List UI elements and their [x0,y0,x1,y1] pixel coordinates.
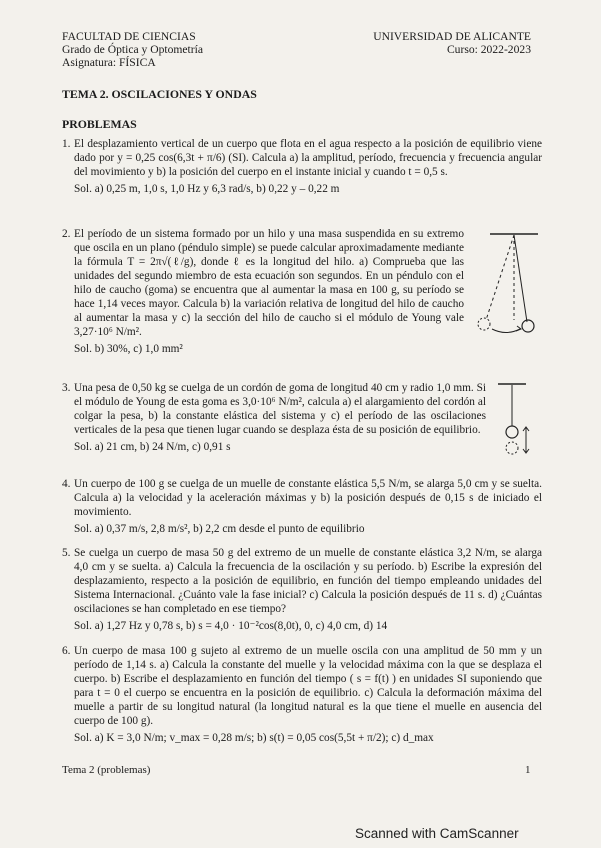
hanging-mass-figure [496,382,536,462]
section-title: PROBLEMAS [62,117,137,131]
problem-number: 4. [62,478,71,490]
faculty-name: FACULTAD DE CIENCIAS [62,30,196,43]
problem-solution: Sol. a) 0,37 m/s, 2,8 m/s², b) 2,2 cm desde el punto de equilibrio [74,523,365,535]
problem-solution: Sol. a) 21 cm, b) 24 N/m, c) 0,91 s [74,441,231,453]
header-faculty [62,30,203,69]
problem-text: Un cuerpo de masa 100 g sujeto al extremo de un muelle oscila con una amplitud de 50 mm y un período de 1,14 s. a) Calcula la constante del muelle y la velocidad máxima con la que se desplaza el cuerpo. b) Escribe el desplazamiento en función del tiempo ( s = f(t) ) en unidades SI suponiendo que para t = 0 el cuerpo se encuentra en la posición de equilibrio. c) Calcula la deformación máxima del muelle a partir de su longitud natural (la longitud natural es la que tiene el muelle en ausencia del cuerpo de 100 g). [74,645,542,727]
problem-text: El desplazamiento vertical de un cuerpo que flota en el agua respecto a la posición de equilibrio viene dado por y = 0,25 cos(6,3t + π/6) (SI). Calcula a) la amplitud, período, frecuencia y frecuencia angular del movimiento y b) la posición del cuerpo en el instante inicial y cuando t = 0,5 s. [74,138,542,178]
problem-number: 1. [62,138,71,150]
page-number: 1 [525,764,531,776]
problem-number: 6. [62,645,71,657]
scanner-watermark: Scanned with CamScanner [355,826,519,841]
tema-title: TEMA 2. OSCILACIONES Y ONDAS [62,87,257,101]
subject-name: Asignatura: FÍSICA [62,56,156,69]
problem-solution: Sol. a) 1,27 Hz y 0,78 s, b) s = 4,0 · 10⁻²cos(8,0t), 0, c) 4,0 cm, d) 14 [74,620,388,632]
pendulum-figure [472,232,542,337]
degree-name: Grado de Óptica y Optometría [62,43,204,56]
problem-text: Un cuerpo de 100 g se cuelga de un muelle de constante elástica 5,5 N/m, se alarga 5,0 cm y se suelta. Calcula a) la velocidad y la aceleración máximas y b) la posición después de 0,15 s de iniciado el movimiento. [74,478,542,518]
footer-label: Tema 2 (problemas) [62,764,151,776]
problem-number: 5. [62,547,71,559]
problem-number: 2. [62,228,71,240]
header-university [373,30,531,56]
problem-solution: Sol. a) 0,25 m, 1,0 s, 1,0 Hz y 6,3 rad/s, b) 0,22 y – 0,22 m [74,183,340,195]
problem-number: 3. [62,382,71,394]
problem-text: El período de un sistema formado por un hilo y una masa suspendida en su extremo que oscila en un plano (péndulo simple) se puede calcular aproximadamente mediante la fórmula T = 2π√(ℓ/g), donde ℓ es la longitud del hilo. a) Comprueba que las unidades del segundo miembro de esta ecuación son segundos. En un péndulo con el hilo de caucho (goma) se encuentra que al aumentar la masa en 100 g, su período se hace 1,14 veces mayor. Calcula b) la variación relativa de longitud del hilo de caucho al aumentar la masa y c) la sección del hilo de caucho si el módulo de Young vale 3,27·10⁶ N/m². [74,228,464,338]
problem-text: Una pesa de 0,50 kg se cuelga de un cordón de goma de longitud 40 cm y radio 1,0 mm. Si el módulo de Young de esta goma es 3,0·10⁶ N/m², calcula a) el alargamiento del cordón al colgar la pesa, b) la constante elástica del sistema y c) el período de las oscilaciones verticales de la pesa que tienen lugar cuando se desplaza ésta de su posición de equilibrio. [74,382,486,436]
problem-solution: Sol. a) K = 3,0 N/m; v_max = 0,28 m/s; b) s(t) = 0,05 cos(5,5t + π/2); c) d_max [74,732,434,744]
problem-text: Se cuelga un cuerpo de masa 50 g del extremo de un muelle de constante elástica 3,2 N/m, se alarga 4,0 cm y se suelta. a) Calcula la frecuencia de la oscilación y su período. b) Escribe la expresión del desplazamiento, respecto a la posición de equilibrio, en función del tiempo empleando unidades del Sistema Internacional. ¿Cuánto vale la fase inicial? c) Calcula la posición después de 11 s. d) ¿Cuántas oscilaciones se han completado en ese tiempo? [74,547,542,615]
problem-solution: Sol. b) 30%, c) 1,0 mm² [74,343,183,355]
course-year: Curso: 2022-2023 [446,43,531,56]
university-name: UNIVERSIDAD DE ALICANTE [373,30,531,43]
